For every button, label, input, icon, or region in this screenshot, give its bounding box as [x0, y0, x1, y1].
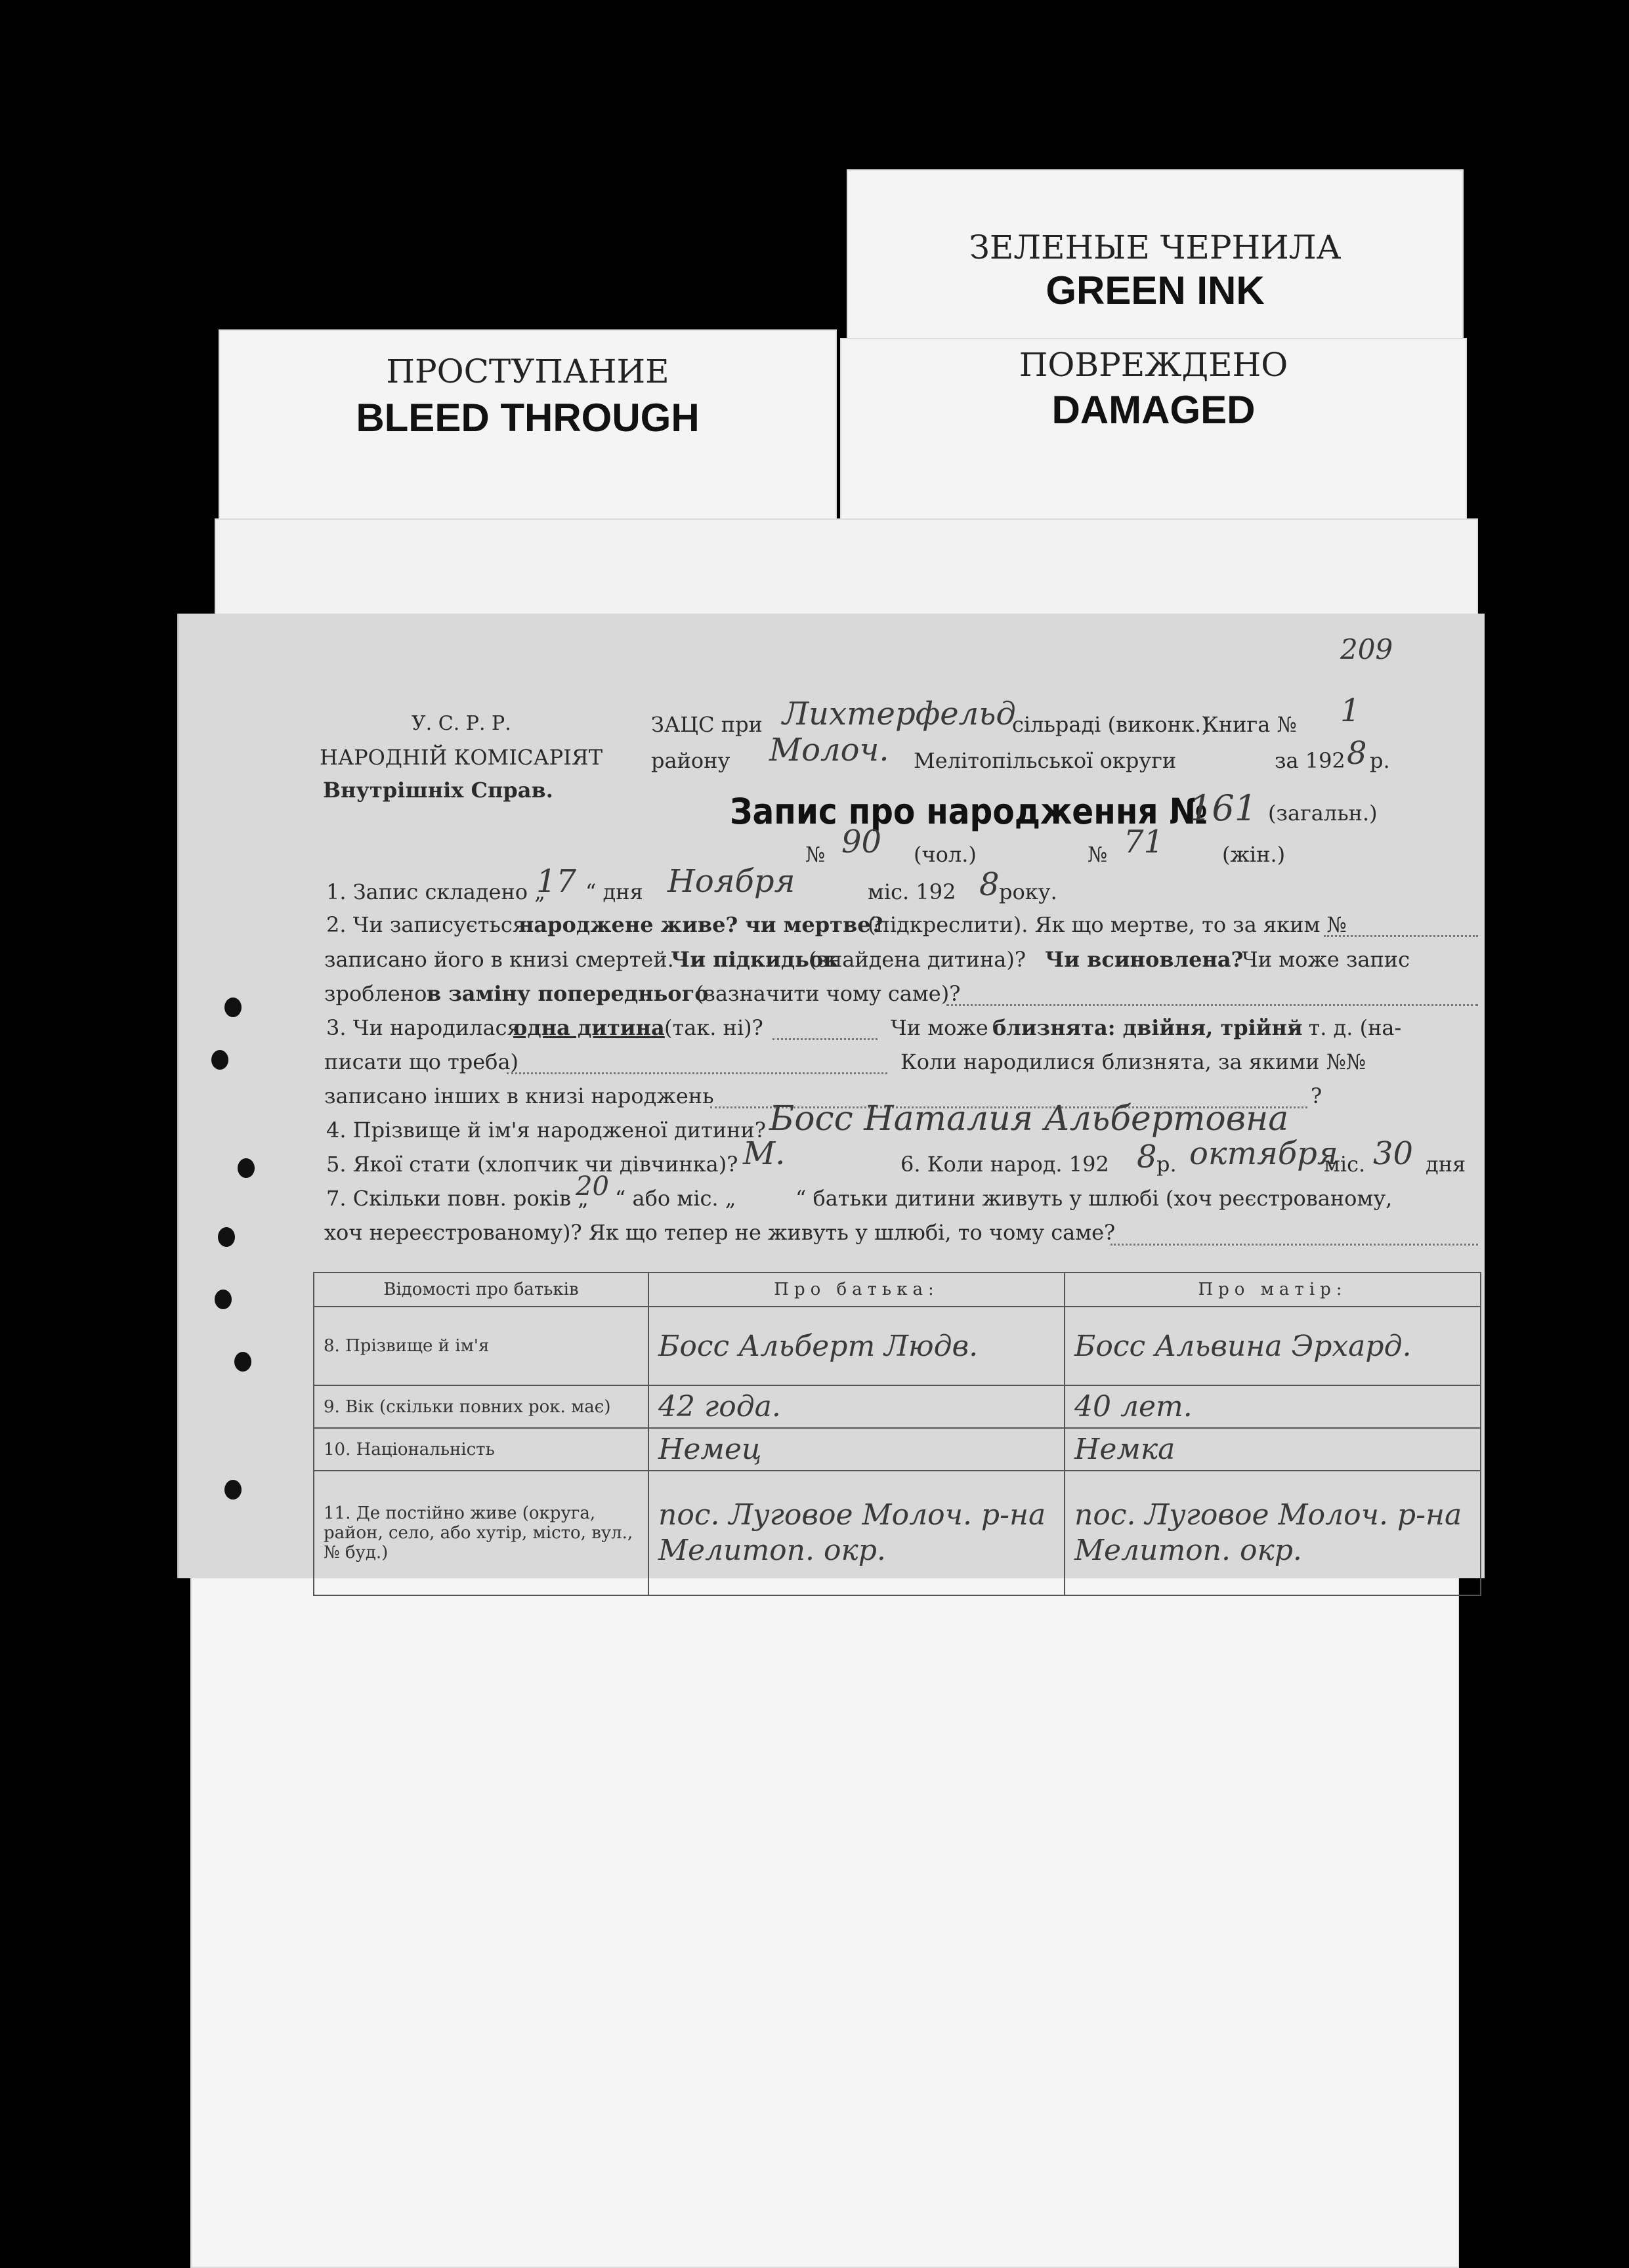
header-ussr: У. С. Р. Р.: [412, 712, 511, 735]
q3-label-b: одна дитина: [513, 1015, 665, 1040]
binding-hole: [224, 1480, 242, 1500]
father-residence: пос. Луговое Молоч. р-на Мелитоп. окр.: [648, 1471, 1065, 1595]
mother-age: 40 лет.: [1065, 1385, 1481, 1428]
q3-label-d: Чи може: [891, 1015, 988, 1040]
q1-label-a: 1. Запис складено „: [326, 879, 545, 904]
table-header-row: [314, 1272, 1481, 1307]
child-name: Босс Наталия Альбертовна: [769, 1099, 1289, 1139]
q7-label-a: 7. Скільки повн. років „: [326, 1186, 589, 1211]
birth-record: [177, 614, 1485, 1578]
bleed-through-label-en: BLEED THROUGH: [356, 396, 700, 440]
chol-value: 90: [841, 824, 882, 860]
q3-label-c: (так. ні)?: [664, 1015, 763, 1040]
za-rik-suffix: р.: [1370, 748, 1390, 773]
q7d-blank-line: [1111, 1244, 1478, 1246]
q7-label-b: “ або міс. „: [615, 1186, 736, 1211]
table-row: [314, 1385, 1481, 1428]
rayonu-value: Молоч.: [769, 732, 889, 768]
q1-year: 8: [979, 866, 1000, 903]
binding-hole: [218, 1227, 235, 1247]
q2-label-k: (зазначити чому саме)?: [696, 981, 961, 1006]
green-ink-label-ru: ЗЕЛЕНЫЕ ЧЕРНИЛА: [969, 228, 1342, 266]
child-sex: М.: [743, 1135, 786, 1172]
no-zhin-label: №: [1088, 842, 1108, 867]
q5-label: 5. Якої стати (хлопчик чи дівчинка)?: [326, 1152, 738, 1177]
mother-nationality: Немка: [1065, 1428, 1481, 1471]
q3c-blank-line: [772, 1038, 878, 1040]
q3-label-i: записано інших в книзі народжень: [324, 1083, 714, 1108]
q6-label-a: 6. Коли народ. 192: [900, 1152, 1109, 1177]
record-number: 161: [1189, 788, 1258, 829]
q2-label-b: народжене живе? чи мертве?: [518, 912, 883, 937]
q1-label-b: “ дня: [585, 879, 643, 904]
q1-label-d: року.: [999, 879, 1057, 904]
binding-hole: [224, 998, 242, 1017]
silradi: сільраді (виконк.): [1012, 712, 1210, 737]
q3-label-f: й т. д. (на-: [1288, 1015, 1402, 1040]
zags-pri: ЗАЦС при: [651, 712, 763, 737]
header-commissariat: НАРОДНІЙ КОМІСАРІЯТ: [320, 745, 603, 770]
okrugi: Мелітопільської округи: [914, 748, 1177, 773]
binding-hole: [211, 1050, 228, 1070]
q3-label-h: Коли народилися близнята, за якими №№: [900, 1049, 1366, 1074]
row-label-residence: 11. Де постійно живе (округа, район, село, або хутір, місто, вул., № буд.): [314, 1471, 648, 1595]
father-age: 42 года.: [648, 1385, 1065, 1428]
header-mother: Про матір:: [1065, 1272, 1481, 1307]
chol-label: (чол.): [914, 842, 977, 867]
bleed-through-card: [219, 329, 837, 546]
q2k-blank-line: [946, 1004, 1478, 1006]
q3-label-a: 3. Чи народилася: [326, 1015, 520, 1040]
backing-sheet: [190, 1555, 1459, 2268]
table-row: [314, 1428, 1481, 1471]
q2-label-d: записано його в книзі смертей.: [324, 947, 674, 972]
birth-day: 30: [1373, 1135, 1414, 1172]
header-father: Про батька:: [648, 1272, 1065, 1307]
binding-hole: [215, 1290, 232, 1309]
za-rik-value: 8: [1347, 735, 1367, 772]
rayonu-label: району: [651, 748, 730, 773]
q1-label-c: міс. 192: [868, 879, 956, 904]
q2-label-j: в заміну попереднього: [427, 981, 709, 1006]
binding-hole: [234, 1352, 251, 1372]
no-chol-label: №: [805, 842, 826, 867]
kniga-value: 1: [1340, 692, 1361, 729]
page-number: 209: [1340, 633, 1393, 665]
q2-label-f: (знайдена дитина)?: [809, 947, 1026, 972]
q4-label: 4. Прізвище й ім'я народженої дитини?: [326, 1118, 766, 1143]
father-nationality: Немец: [648, 1428, 1065, 1471]
q3-label-e: близнята: двійня, трійня: [992, 1015, 1303, 1040]
parents-table: [313, 1272, 1481, 1596]
q3-label-j: ?: [1311, 1083, 1322, 1108]
birth-year: 8: [1137, 1139, 1157, 1175]
q6-label-b: р.: [1156, 1152, 1177, 1177]
mother-name: Босс Альвина Эрхард.: [1065, 1307, 1481, 1385]
q7-label-c: “ батьки дитини живуть у шлюбі (хоч реєстрованому,: [795, 1186, 1393, 1211]
document-title: Запис про народження №: [730, 791, 1208, 832]
q2-label-h: Чи може запис: [1242, 947, 1410, 972]
row-label-age: 9. Вік (скільки повних рок. має): [314, 1385, 648, 1428]
table-row: [314, 1307, 1481, 1385]
binding-hole: [238, 1158, 255, 1178]
damaged-label-en: DAMAGED: [1051, 388, 1256, 432]
q2-label-i: зроблено: [324, 981, 427, 1006]
zhin-label: (жін.): [1222, 842, 1286, 867]
q2-label-e: Чи підкидьок: [671, 947, 839, 972]
q2-label-c: (підкреслити). Як що мертве, то за яким №: [868, 912, 1347, 937]
damaged-card: [840, 338, 1467, 541]
row-label-nationality: 10. Національність: [314, 1428, 648, 1471]
za-rik: за 192: [1275, 748, 1345, 773]
q1-day: 17: [536, 863, 577, 900]
q1-month: Ноября: [667, 863, 795, 900]
bleed-through-label-ru: ПРОСТУПАНИЕ: [386, 352, 669, 390]
table-row: [314, 1471, 1481, 1595]
q3-label-g: писати що треба): [324, 1049, 518, 1074]
q6-label-c: міс.: [1324, 1152, 1366, 1177]
q7-label-d: хоч нереєстрованому)? Як що тепер не живуть у шлюбі, то чому саме?: [324, 1220, 1116, 1245]
green-ink-label-en: GREEN INK: [1046, 268, 1265, 312]
q6-label-d: дня: [1426, 1152, 1466, 1177]
q2-label-a: 2. Чи записується: [326, 912, 526, 937]
birth-month: октября: [1189, 1135, 1338, 1172]
zhin-value: 71: [1124, 824, 1164, 860]
father-name: Босс Альберт Людв.: [648, 1307, 1065, 1385]
q2-blank-line: [1324, 935, 1478, 937]
q3g-blank-line: [507, 1072, 887, 1074]
zags-pri-value: Лихтерфельд: [782, 696, 1016, 732]
q2-label-g: Чи всиновлена?: [1045, 947, 1244, 972]
row-label-name: 8. Прізвище й ім'я: [314, 1307, 648, 1385]
kniga-label: Книга №: [1202, 712, 1297, 737]
marriage-years: 20: [576, 1171, 609, 1202]
header-parents-info: Відомості про батьків: [314, 1272, 648, 1307]
header-internal-affairs: Внутрішніх Справ.: [323, 778, 553, 803]
zagaln: (загальн.): [1268, 801, 1378, 826]
damaged-label-ru: ПОВРЕЖДЕНО: [1019, 346, 1288, 384]
mother-residence: пос. Луговое Молоч. р-на Мелитоп. окр.: [1065, 1471, 1481, 1595]
